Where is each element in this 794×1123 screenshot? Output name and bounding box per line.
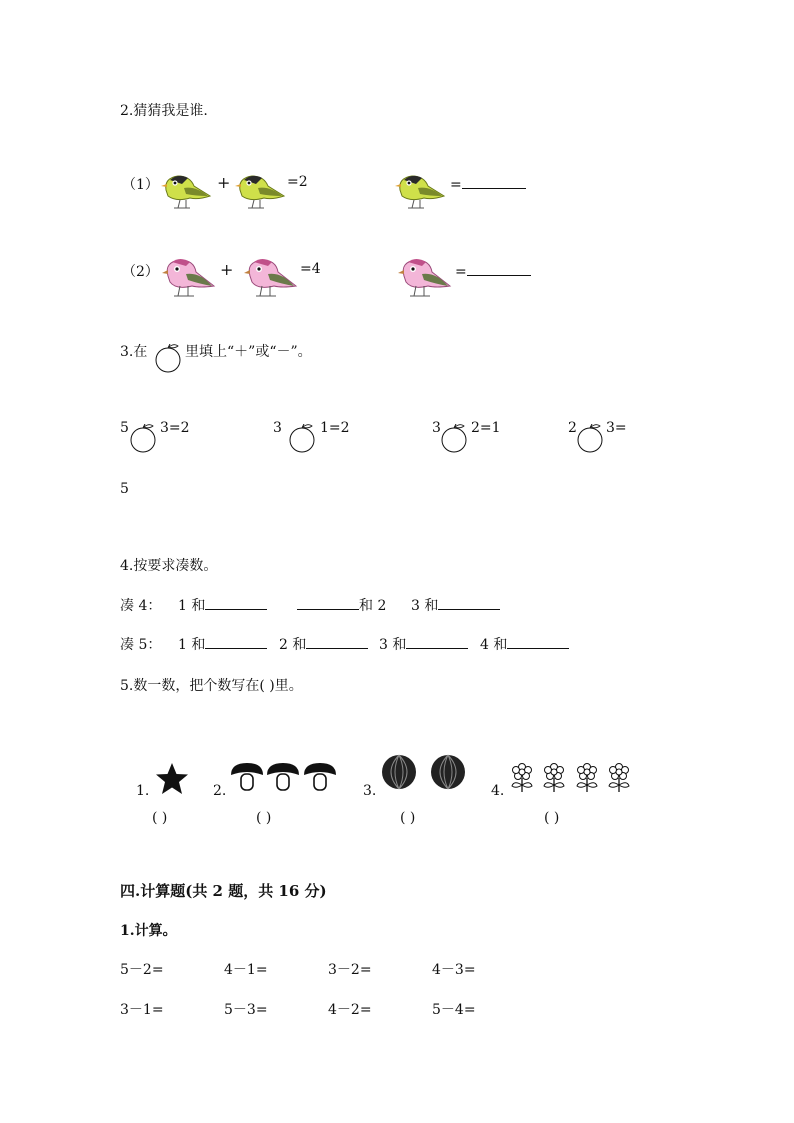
calc-r1-3: 3－2=	[328, 962, 372, 978]
q4-row2-c	[379, 634, 468, 654]
section-4-heading: 四.计算题(共 2 题，共 16 分)	[120, 882, 327, 900]
mushroom-icon	[229, 761, 265, 793]
q4-row2-label: 凑 5：	[120, 637, 162, 653]
answer-blank[interactable]	[438, 595, 500, 610]
flower-icon	[605, 758, 633, 794]
flower-icon	[573, 758, 601, 794]
q5-paren-1[interactable]: ( )	[152, 810, 168, 826]
q4-row2-b	[279, 634, 368, 654]
answer-blank[interactable]	[467, 261, 531, 276]
calc-r1-2: 4－1=	[224, 962, 268, 978]
equals-sign: =	[450, 177, 462, 193]
q2-row1-answer	[450, 174, 526, 193]
q4-title: 4.按要求凑数。	[120, 558, 218, 574]
section-4-q1-title: 1.计算。	[120, 923, 177, 939]
q4-row1-c-text: 3 和	[411, 598, 439, 614]
q3-title-post: 里填上“＋”或“－”。	[185, 344, 312, 360]
pink-bird-icon	[160, 254, 218, 300]
pink-bird-icon	[396, 254, 454, 300]
q2-row1-result: =2	[287, 174, 308, 190]
q3-wrap: 5	[120, 481, 129, 497]
q3-item-1-a: 5	[120, 420, 129, 436]
answer-blank[interactable]	[205, 634, 267, 649]
pink-bird-icon	[242, 254, 300, 300]
q3-item-4-rest: 3=	[606, 420, 627, 436]
q4-row2-b-text: 2 和	[279, 637, 307, 653]
answer-blank[interactable]	[462, 174, 526, 189]
flower-icon	[540, 758, 568, 794]
q3-item-4-a: 2	[568, 420, 577, 436]
apple-icon[interactable]	[129, 424, 159, 454]
equals-sign: =	[455, 264, 467, 280]
green-bird-icon	[394, 170, 448, 210]
q2-row1-label: （1）	[122, 177, 159, 193]
q4-row2-a-text: 1 和	[178, 637, 206, 653]
q4-row2-a	[178, 634, 267, 654]
apple-icon[interactable]	[440, 424, 470, 454]
q5-title: 5.数一数，把个数写在( )里。	[120, 678, 303, 694]
q3-item-1-rest: 3=2	[160, 420, 190, 436]
q4-row1-b	[297, 595, 386, 615]
q3-item-2-rest: 1=2	[320, 420, 350, 436]
calc-r2-4: 5－4=	[432, 1002, 476, 1018]
q2-row2-label: （2）	[122, 264, 159, 280]
calc-r1-1: 5－2=	[120, 962, 164, 978]
q5-paren-2[interactable]: ( )	[256, 810, 272, 826]
q3-item-3-a: 3	[432, 420, 441, 436]
q4-row2-d	[480, 634, 569, 654]
q2-row2-plus: +	[220, 260, 234, 279]
q2-row1-plus: +	[217, 173, 231, 192]
calc-r2-3: 4－2=	[328, 1002, 372, 1018]
flower-icon	[508, 758, 536, 794]
q3-title-pre: 3.在	[120, 344, 148, 360]
answer-blank[interactable]	[406, 634, 468, 649]
answer-blank[interactable]	[297, 595, 359, 610]
q5-label-3: 3.	[363, 783, 377, 799]
answer-blank[interactable]	[306, 634, 368, 649]
mushroom-icon	[265, 761, 301, 793]
mushroom-icon	[302, 761, 338, 793]
q5-paren-3[interactable]: ( )	[400, 810, 416, 826]
green-bird-icon	[160, 170, 214, 210]
q5-paren-4[interactable]: ( )	[544, 810, 560, 826]
q4-row2-d-text: 4 和	[480, 637, 508, 653]
answer-blank[interactable]	[507, 634, 569, 649]
calc-r2-2: 5－3=	[224, 1002, 268, 1018]
q4-row2-c-text: 3 和	[379, 637, 407, 653]
q2-row2-result: =4	[300, 261, 321, 277]
watermelon-icon	[430, 754, 466, 790]
q2-row2-answer	[455, 261, 531, 280]
green-bird-icon	[234, 170, 288, 210]
q3-item-3-rest: 2=1	[471, 420, 501, 436]
apple-icon[interactable]	[288, 424, 318, 454]
answer-blank[interactable]	[205, 595, 267, 610]
apple-icon	[154, 344, 184, 374]
q4-row1-a	[178, 595, 267, 615]
q4-row1-a-text: 1 和	[178, 598, 206, 614]
apple-icon[interactable]	[576, 424, 606, 454]
calc-r1-4: 4－3=	[432, 962, 476, 978]
q5-label-1: 1.	[136, 783, 150, 799]
q4-row1-c	[411, 595, 500, 615]
star-icon	[155, 762, 189, 796]
q5-label-4: 4.	[491, 783, 505, 799]
q4-row1-label: 凑 4：	[120, 598, 162, 614]
q3-item-2-a: 3	[273, 420, 282, 436]
q5-label-2: 2.	[213, 783, 227, 799]
watermelon-icon	[381, 754, 417, 790]
q4-row1-b-text: 和 2	[359, 598, 387, 614]
q2-title: 2.猜猜我是谁.	[120, 103, 208, 119]
calc-r2-1: 3－1=	[120, 1002, 164, 1018]
